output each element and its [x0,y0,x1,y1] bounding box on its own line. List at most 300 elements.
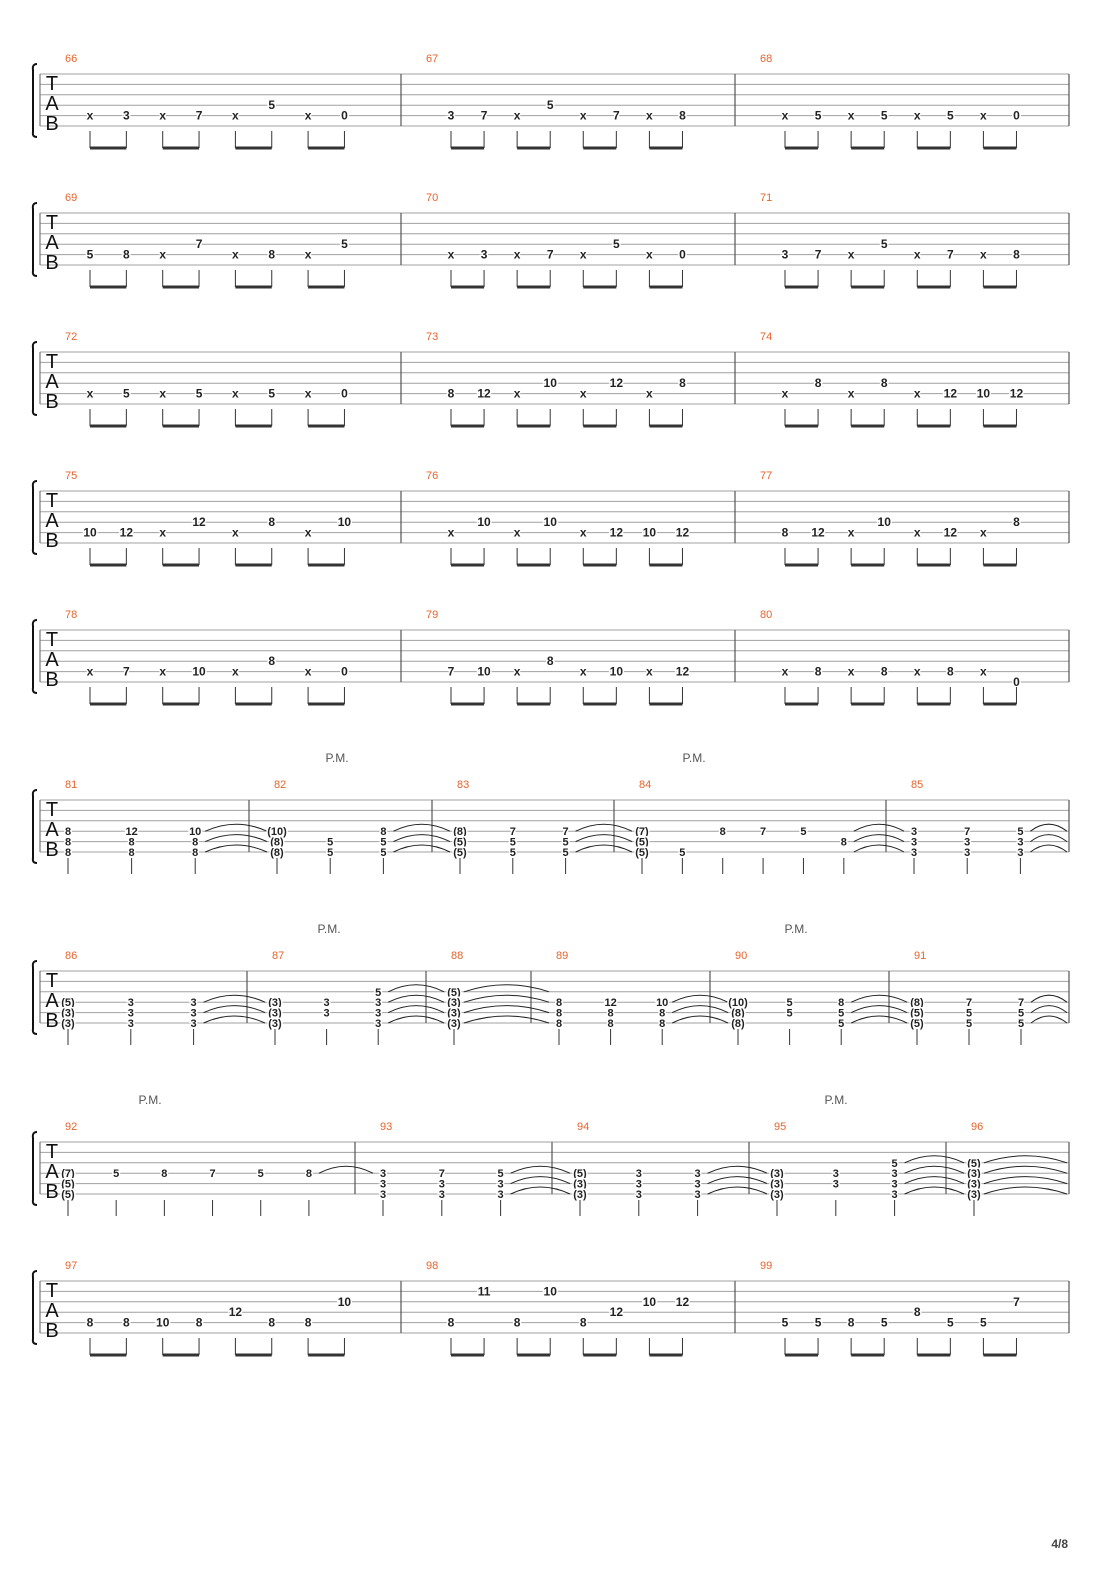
system-brace [33,481,37,554]
fret-number: x [980,247,987,262]
tie-arc [1030,845,1067,852]
chord-fret-number: (3) [967,1168,981,1181]
measure-number: 88 [451,950,464,962]
measure-number: 82 [274,779,287,791]
fret-number: x [513,108,521,123]
fret-number: 12 [675,1294,690,1309]
tie-arc [393,845,450,852]
chord-fret-number: 10 [656,997,669,1010]
chord-fret-number: (5) [61,997,75,1010]
fret-number: x [232,108,239,123]
fret-number: 12 [675,664,690,679]
fret-number: 7 [546,247,554,262]
fret-number: 12 [192,515,206,530]
chord-fret-number: 3 [891,1178,898,1191]
tie-arc [708,1187,767,1194]
chord-fret-number: 3 [127,997,134,1010]
fret-number: 8 [447,386,455,401]
tab-clef-letter: B [45,1320,59,1342]
chord-fret-number: 3 [910,847,918,859]
chord-fret-number: 8 [555,1018,563,1030]
measure-number: 76 [426,470,439,482]
chord-fret-number: 5 [838,1018,845,1030]
measure-number: 92 [65,1121,78,1133]
fret-number: 12 [943,386,958,401]
chord-fret-number: (10) [728,997,748,1010]
chord-fret-number: (7) [61,1168,75,1181]
chord-fret-number: 5 [257,1168,264,1181]
fret-number: 8 [880,376,888,391]
fret-number: 8 [447,1315,455,1330]
fret-number: x [447,247,455,262]
tie-arc [984,1187,1067,1194]
chord-fret-number: 3 [375,1018,382,1030]
tab-clef-letter: A [45,232,59,254]
chord-fret-number: 5 [965,1018,973,1030]
tie-arc [319,1166,373,1173]
chord-fret-number: (5) [453,836,467,849]
tie-arc [511,1166,570,1173]
measure-number: 73 [426,331,439,343]
fret-number: x [304,108,312,123]
chord-fret-number: (3) [61,1007,75,1020]
fret-number: 10 [609,664,624,679]
system-brace [33,64,37,137]
fret-number: 10 [83,525,97,540]
chord-fret-number: 7 [562,826,569,839]
fret-number: 5 [946,108,954,123]
tie-arc [905,1166,964,1173]
tab-clef-letter: T [45,1141,59,1163]
fret-number: 10 [337,1294,352,1309]
palm-mute-label: P.M. [138,1093,162,1107]
tie-arc [205,824,267,831]
fret-number: x [781,664,789,679]
chord-fret-number: 3 [190,1007,197,1020]
tie-arc [464,1016,549,1023]
fret-number: 12 [228,1305,243,1320]
chord-fret-number: (8) [270,836,284,849]
fret-number: x [980,664,987,679]
chord-fret-number: 8 [840,836,847,849]
fret-number: x [232,664,239,679]
fret-number: 8 [268,515,276,530]
tie-arc [511,1177,570,1184]
fret-number: 7 [946,247,954,262]
chord-fret-number: 5 [509,836,516,849]
tie-arc [854,824,904,831]
fret-number: x [847,664,855,679]
fret-number: 7 [1013,1294,1020,1309]
chord-fret-number: 5 [965,1007,973,1020]
measure-number: 98 [426,1260,439,1272]
tab-clef-letter: B [45,839,59,861]
fret-number: x [913,108,921,123]
measure-number: 68 [760,53,773,65]
tie-arc [464,1006,549,1013]
chord-fret-number: 5 [380,836,387,849]
chord-fret-number: 5 [679,847,686,859]
chord-fret-number: 3 [891,1189,898,1201]
tie-arc [984,1156,1067,1163]
fret-number: 5 [341,237,348,252]
fret-number: 10 [543,1284,557,1299]
chord-fret-number: (8) [731,1018,745,1030]
fret-number: x [86,386,94,401]
tie-arc [1031,1016,1067,1023]
chord-fret-number: (7) [635,826,649,839]
chord-fret-number: 3 [694,1178,701,1191]
fret-number: x [847,386,855,401]
fret-number: 0 [341,664,348,679]
measure-number: 99 [760,1260,773,1272]
tie-arc [708,1177,767,1184]
chord-fret-number: (3) [447,1018,461,1030]
tab-clef-letter: A [45,819,59,841]
chord-fret-number: 8 [64,836,72,849]
tie-arc [388,995,444,1002]
fret-number: 12 [609,1305,624,1320]
fret-number: 5 [946,1315,954,1330]
fret-number: 7 [612,108,620,123]
measure-number: 83 [457,779,470,791]
tie-arc [672,1016,728,1023]
chord-fret-number: 3 [190,997,197,1010]
measure-number: 80 [760,609,773,621]
fret-number: x [232,247,239,262]
measure-number: 79 [426,609,439,621]
measure-number: 75 [65,470,78,482]
tie-arc [388,1006,444,1013]
chord-fret-number: (5) [573,1168,587,1181]
system-brace [33,342,37,415]
fret-number: 8 [86,1315,94,1330]
tab-clef-letter: B [45,252,59,274]
fret-number: 8 [123,1315,130,1330]
tie-arc [388,985,444,992]
tie-arc [205,835,267,842]
chord-fret-number: 8 [607,1007,614,1020]
measure-number: 71 [760,192,773,204]
fret-number: 10 [976,386,991,401]
chord-fret-number: (3) [573,1189,587,1201]
tab-clef-letter: B [45,391,59,413]
tie-arc [984,1177,1067,1184]
fret-number: 12 [811,525,825,540]
fret-number: x [913,525,921,540]
fret-number: x [304,386,312,401]
tab-clef-letter: B [45,113,59,135]
tie-arc [851,1016,907,1023]
fret-number: x [646,386,653,401]
chord-fret-number: 3 [323,1007,330,1020]
chord-fret-number: (5) [910,1018,924,1030]
tie-arc [851,995,907,1002]
fret-number: 7 [195,237,203,252]
chord-fret-number: (5) [910,1007,924,1020]
fret-number: x [847,247,855,262]
fret-number: x [513,664,521,679]
tie-arc [393,824,450,831]
fret-number: x [159,247,167,262]
fret-number: 12 [477,386,491,401]
fret-number: 8 [1013,247,1020,262]
fret-number: 0 [341,108,348,123]
tab-clef-letter: B [45,669,59,691]
fret-number: 5 [195,386,203,401]
fret-number: 8 [1013,515,1020,530]
fret-number: x [646,247,653,262]
chord-fret-number: (3) [268,1007,282,1020]
chord-fret-number: 3 [323,997,330,1010]
chord-fret-number: (5) [447,986,461,999]
fret-number: 12 [609,525,624,540]
fret-number: x [980,525,987,540]
measure-number: 77 [760,470,773,482]
chord-fret-number: (3) [447,1007,461,1020]
fret-number: 8 [781,525,789,540]
fret-number: 10 [477,664,491,679]
chord-fret-number: (5) [635,836,649,849]
measure-number: 69 [65,192,78,204]
fret-number: x [304,247,312,262]
chord-fret-number: 5 [838,1007,845,1020]
fret-number: x [232,386,239,401]
fret-number: x [447,525,455,540]
measure-number: 96 [971,1121,984,1133]
chord-fret-number: (3) [967,1178,981,1191]
palm-mute-label: P.M. [325,751,349,765]
tab-clef-letter: A [45,1161,59,1183]
fret-number: x [579,386,587,401]
fret-number: 5 [880,108,888,123]
chord-fret-number: 8 [128,847,135,859]
chord-fret-number: (3) [61,1018,75,1030]
fret-number: x [86,108,94,123]
system-brace [33,620,37,693]
fret-number: x [513,386,521,401]
tie-arc [204,1006,265,1013]
tab-clef-letter: T [45,1280,59,1302]
chord-fret-number: 3 [127,1018,134,1030]
fret-number: 8 [880,664,888,679]
chord-fret-number: 8 [192,836,199,849]
tab-clef-letter: T [45,490,59,512]
chord-fret-number: 12 [125,826,138,839]
tab-clef-letter: T [45,629,59,651]
chord-fret-number: 7 [760,826,767,839]
fret-number: x [513,247,521,262]
fret-number: 5 [612,237,620,252]
chord-fret-number: 3 [910,836,918,849]
fret-number: 8 [123,247,130,262]
chord-fret-number: 3 [635,1178,642,1191]
tab-clef-letter: A [45,510,59,532]
chord-fret-number: 3 [379,1178,387,1191]
fret-number: 8 [946,664,954,679]
chord-fret-number: 8 [64,847,72,859]
chord-fret-number: 5 [113,1168,120,1181]
fret-number: 12 [1009,386,1024,401]
fret-number: 7 [447,664,455,679]
chord-fret-number: 3 [694,1168,701,1181]
chord-fret-number: 7 [509,826,516,839]
chord-fret-number: 7 [965,997,973,1010]
measure-number: 90 [735,950,748,962]
chord-fret-number: 3 [375,997,382,1010]
fret-number: x [646,108,653,123]
fret-number: x [980,108,987,123]
palm-mute-label: P.M. [682,751,706,765]
chord-fret-number: 7 [438,1168,445,1181]
fret-number: 10 [642,525,657,540]
tie-arc [672,1006,728,1013]
measure-number: 86 [65,950,78,962]
measure-number: 94 [577,1121,590,1133]
chord-fret-number: (3) [447,997,461,1010]
tab-clef-letter: T [45,351,59,373]
fret-number: 7 [123,664,130,679]
tab-clef-letter: A [45,371,59,393]
chord-fret-number: 8 [305,1168,312,1181]
tab-clef-letter: B [45,1010,59,1032]
tie-arc [204,1016,265,1023]
chord-fret-number: 8 [838,997,845,1010]
measure-number: 97 [65,1260,78,1272]
chord-fret-number: (8) [270,847,284,859]
tie-arc [708,1166,767,1173]
fret-number: x [232,525,239,540]
chord-fret-number: 8 [128,836,135,849]
fret-number: 7 [814,247,822,262]
chord-fret-number: (3) [268,1018,282,1030]
fret-number: 5 [814,108,822,123]
chord-fret-number: (5) [61,1178,75,1191]
fret-number: x [159,525,167,540]
fret-number: x [579,247,587,262]
fret-number: 8 [546,654,554,669]
fret-number: x [159,386,167,401]
measure-number: 95 [774,1121,787,1133]
fret-number: 10 [192,664,206,679]
measure-number: 67 [426,53,439,65]
chord-fret-number: 8 [607,1018,614,1030]
fret-number: 12 [609,376,624,391]
fret-number: x [781,108,789,123]
fret-number: 8 [579,1315,587,1330]
tab-clef-letter: B [45,1181,59,1203]
tie-arc [984,1166,1067,1173]
chord-fret-number: 5 [509,847,516,859]
tie-arc [905,1187,964,1194]
fret-number: 7 [195,108,203,123]
fret-number: 8 [195,1315,203,1330]
tie-arc [576,845,632,852]
fret-number: 3 [447,108,455,123]
tie-arc [1030,824,1067,831]
fret-number: x [646,664,653,679]
tie-arc [1030,835,1067,842]
chord-fret-number: 3 [497,1178,504,1191]
chord-fret-number: 3 [964,847,971,859]
fret-number: x [86,664,94,679]
chord-fret-number: 8 [659,1007,666,1020]
fret-number: 0 [341,386,348,401]
measure-number: 66 [65,53,78,65]
tab-clef-letter: A [45,990,59,1012]
tab-clef-letter: B [45,530,59,552]
fret-number: 5 [546,98,554,113]
chord-fret-number: 8 [192,847,199,859]
fret-number: 12 [119,525,134,540]
fret-number: 5 [268,386,276,401]
fret-number: 5 [980,1315,987,1330]
chord-fret-number: 5 [375,986,382,999]
chord-fret-number: 3 [127,1007,134,1020]
chord-fret-number: 5 [327,836,334,849]
fret-number: 5 [781,1315,789,1330]
chord-fret-number: (8) [731,1007,745,1020]
fret-number: x [579,525,587,540]
chord-fret-number: (3) [770,1178,784,1191]
fret-number: x [159,664,167,679]
fret-number: 3 [480,247,488,262]
chord-fret-number: (3) [770,1189,784,1201]
fret-number: 0 [1013,675,1020,689]
chord-fret-number: 8 [555,1007,563,1020]
measure-number: 70 [426,192,439,204]
fret-number: 8 [814,664,822,679]
tie-arc [672,995,728,1002]
chord-fret-number: 5 [786,997,793,1010]
fret-number: 3 [123,108,130,123]
tab-clef-letter: T [45,73,59,95]
chord-fret-number: 3 [891,1168,898,1181]
chord-fret-number: 3 [1017,836,1024,849]
system-brace [33,1271,37,1344]
chord-fret-number: 5 [497,1168,504,1181]
chord-fret-number: 3 [694,1189,701,1201]
chord-fret-number: 10 [189,826,202,839]
fret-number: 12 [675,525,690,540]
chord-fret-number: 5 [1017,1018,1025,1030]
fret-number: x [304,664,312,679]
chord-fret-number: (5) [453,847,467,859]
measure-number: 91 [914,950,927,962]
chord-fret-number: 7 [1017,997,1025,1010]
system-brace [33,961,37,1034]
chord-fret-number: 3 [832,1178,839,1191]
measure-number: 81 [65,779,78,791]
chord-fret-number: 5 [786,1007,793,1020]
fret-number: 8 [814,376,822,391]
chord-fret-number: 5 [327,847,334,859]
tie-arc [854,845,904,852]
fret-number: 10 [543,515,557,530]
fret-number: 5 [814,1315,822,1330]
fret-number: 8 [679,376,686,391]
tie-arc [1031,1006,1067,1013]
chord-fret-number: 3 [379,1168,387,1181]
measure-number: 78 [65,609,78,621]
fret-number: x [913,664,921,679]
chord-fret-number: 5 [562,847,569,859]
chord-fret-number: 3 [190,1018,197,1030]
measure-number: 72 [65,331,78,343]
chord-fret-number: (5) [61,1189,75,1201]
chord-fret-number: 3 [635,1168,642,1181]
fret-number: x [847,108,855,123]
